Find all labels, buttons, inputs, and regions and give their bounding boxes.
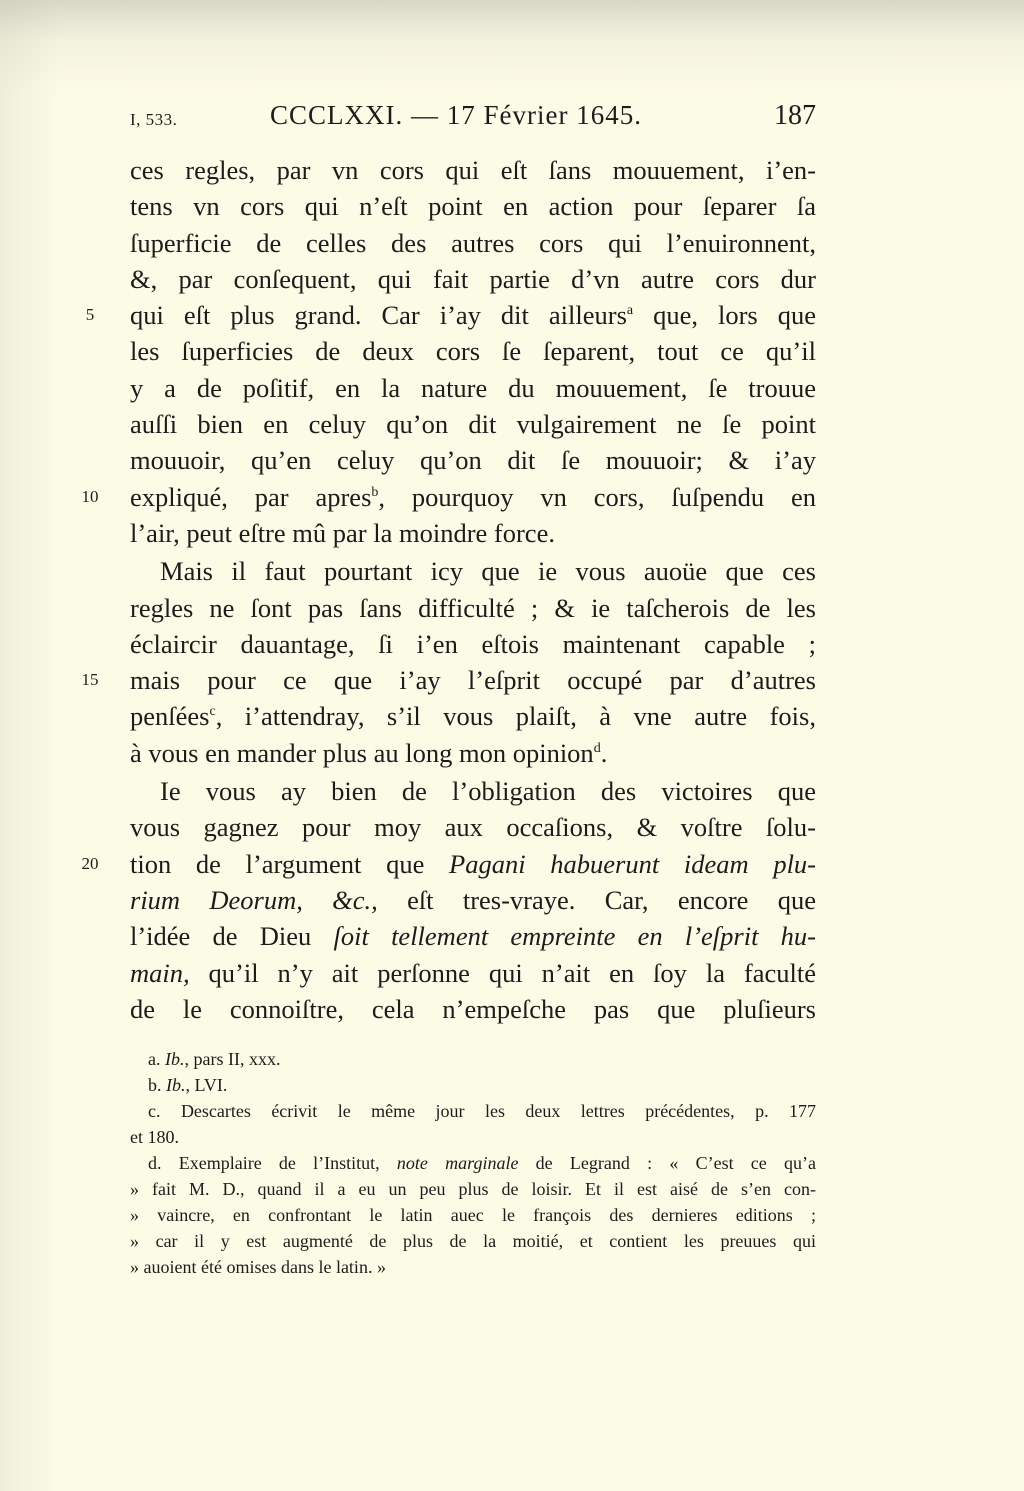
text-line [130,698,816,734]
text-line [130,406,816,442]
line-text-part: tion de l’argument que [130,848,450,879]
line-text: Ie vous ay bien de l’obligation des victoires que [160,776,816,807]
line-text-part: qui eſt plus grand. Car i’ay dit ailleurs [130,300,627,331]
text-line [81,479,816,515]
line-number: 5 [85,305,95,325]
line-text-part: l’idée de Dieu [130,921,334,952]
line-number: 15 [81,670,99,690]
line-text [130,885,816,915]
footnote-text: » fait M. D., quand il a eu un peu plus de loisir. Et il est aisé de s’en con- [130,1179,816,1199]
text-line [130,991,816,1027]
footnote-a [130,1046,816,1072]
footnote-text: et 180. [130,1127,179,1147]
text-line [130,773,816,809]
footnote-ref-italic: Ib. [166,1075,186,1095]
line-text [130,921,816,951]
running-head [130,100,816,136]
footnote-label: c. [148,1101,161,1121]
emphasized-phrase: main, [130,957,190,988]
text-line [130,590,816,626]
line-text [130,300,816,330]
text-line [130,515,816,551]
line-text: les ſuperficies de deux cors ſe ſeparent, tout ce qu’il [130,336,816,367]
footnote-b [130,1072,816,1098]
footnote-d-continuation [130,1254,816,1280]
line-text-part: . [600,737,608,768]
text-line [130,735,816,771]
line-text: mais pour ce que i’ay l’eſprit occupé par d’autres [130,665,816,696]
line-text [130,738,607,768]
footnote-marker[interactable]: c [209,704,216,720]
footnote-marker[interactable]: b [371,484,379,500]
line-text-part: à vous en mander plus au long mon opinion [130,737,594,768]
page-top-shadow [0,0,1024,90]
text-line [130,152,816,188]
footnote-c [130,1098,816,1124]
body-text [81,152,817,1027]
line-text: tens vn cors qui n’eſt point en action pour ſeparer ſa [130,191,816,222]
line-text: ces regles, par vn cors qui eſt ſans mouuement, i’en- [130,155,816,185]
footnote-text: de Legrand : « C’est ce qu’a [518,1153,816,1173]
line-text-part: eſt tres-vraye. Car, encore que [377,884,816,915]
line-text: éclaircir dauantage, ſi i’en eſtois maintenant capable ; [130,628,816,659]
latin-quotation: Pagani habuerunt ideam plu- [449,848,817,879]
footnote-text: Exemplaire de l’Institut, [178,1153,397,1173]
line-text [130,482,816,512]
footnote-text: » car il y est augmenté de plus de la moitié, et contient les preuues qui [130,1231,816,1251]
footnote-label: d. [148,1153,162,1173]
letter-heading: CCCLXXI. — 17 Février 1645. [270,100,642,130]
line-text-part: expliqué, par apres [130,481,372,512]
text-line [130,553,816,589]
footnote-d-continuation [130,1228,816,1254]
line-text [130,701,816,731]
footnotes [130,1046,816,1280]
footnote-d-continuation [130,1202,816,1228]
footnote-italic: note marginale [396,1153,519,1173]
footnote-text: » auoient été omises dans le latin. » [130,1257,386,1277]
line-text: auſſi bien en celuy qu’on dit vulgairement ne ſe point [130,409,816,440]
text-line [130,261,816,297]
text-line [130,955,816,991]
line-text-part: que, lors que [633,300,816,331]
footnote-text: Descartes écrivit le même jour les deux lettres précédentes, p. 177 [180,1101,816,1121]
text-line [130,442,816,478]
text-line [130,225,816,261]
footnote-marker[interactable]: a [626,303,634,319]
line-text: vous gagnez pour moy aux occaſions, & voſtre ſolu- [130,812,816,843]
page-number: 187 [774,100,816,131]
footnote-label: a. [148,1049,161,1069]
text-line [81,662,816,698]
text-line [130,333,816,369]
line-text [130,958,816,988]
page-left-shadow [0,0,60,1491]
volume-reference: I, 533. [130,110,178,129]
line-text: y a de poſitif, en la nature du mouuement, ſe trouue [130,372,816,403]
line-text-part: penſées [130,701,210,732]
footnote-marker[interactable]: d [593,740,601,756]
line-text: Mais il faut pourtant icy que ie vous auoüe que ces [160,556,816,587]
line-text: &, par conſequent, qui fait partie d’vn autre cors dur [130,263,816,294]
text-line [130,188,816,224]
text-line [81,846,817,882]
line-text: ſuperficie de celles des autres cors qui l’enuironnent, [130,227,816,258]
footnote-c-continuation [130,1124,816,1150]
footnote-d-continuation [130,1176,816,1202]
footnote-label: b. [148,1075,162,1095]
text-line [85,297,816,333]
footnote-ref-italic: Ib. [165,1049,185,1069]
emphasized-phrase: ſoit tellement empreinte en l’eſprit hu- [333,921,816,952]
text-line [130,626,816,662]
latin-quotation: rium Deorum, &c., [130,884,378,915]
line-text-part: qu’il n’y ait perſonne qui n’ait en ſoy la faculté [189,957,816,988]
text-line [130,882,816,918]
footnote-d [130,1150,816,1176]
line-number: 10 [81,486,99,506]
line-text: mouuoir, qu’en celuy qu’on dit ſe mouuoir; & i’ay [130,445,816,476]
line-text-part: , i’attendray, s’il vous plaiſt, à vne autre fois, [215,701,816,732]
text-line [130,809,816,845]
footnote-text: , pars II, xxx. [184,1049,281,1069]
text-line [130,918,816,954]
line-number: 20 [81,853,99,873]
line-text-part: , pourquoy vn cors, ſuſpendu en [378,481,816,512]
line-text: regles ne ſont pas ſans difficulté ; & ie taſcherois de les [130,592,816,623]
footnote-text: » vaincre, en confrontant le latin auec le françois des dernieres editions ; [130,1205,816,1225]
footnote-text: , LVI. [185,1075,228,1095]
line-text: l’air, peut eſtre mû par la moindre force. [130,517,555,548]
line-text: de le connoiſtre, cela n’empeſche pas que pluſieurs [130,993,816,1024]
text-line [130,370,816,406]
line-text [130,849,816,879]
